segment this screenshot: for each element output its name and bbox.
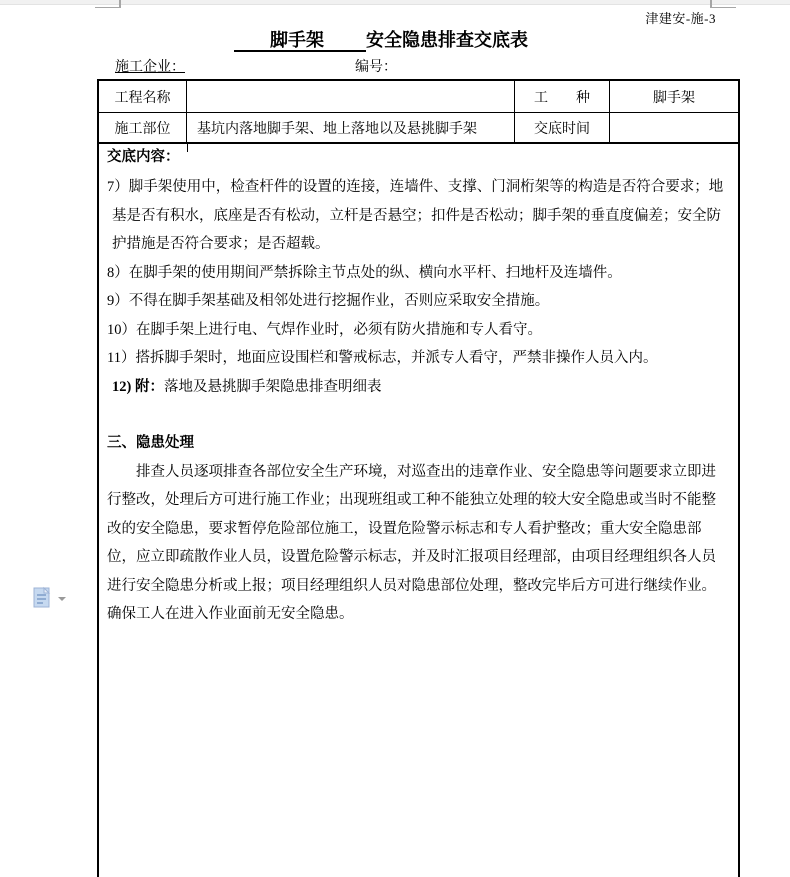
number-field-label: 编号： — [355, 60, 397, 75]
section3-heading: 三、隐患处理 — [107, 435, 194, 451]
disclosure-time-label: 交底时间 — [515, 113, 610, 144]
content-item-8: 8）在脚手架的使用期间严禁拆除主节点处的纵、横向水平杆、扫地杆及连墙件。 — [107, 264, 622, 281]
page-crop-mark-left — [95, 0, 121, 8]
construction-part-value: 基坑内落地脚手架、地上落地以及悬挑脚手架 — [187, 113, 515, 144]
content-item-10: 10）在脚手架上进行电、气焊作业时，必须有防火措施和专人看守。 — [107, 321, 542, 338]
border-stub — [187, 144, 188, 152]
work-type-label: 工 种 — [515, 81, 610, 113]
title-main-text: 安全隐患排查交底表 — [366, 30, 528, 50]
content-item-12 — [112, 373, 730, 402]
page-crop-mark-right — [710, 0, 736, 8]
paste-options-button[interactable] — [30, 586, 68, 610]
page-title — [0, 26, 762, 52]
table-row — [99, 81, 738, 113]
content-item-7: 7）脚手架使用中，检查杆件的设置的连接，连墙件、支撑、门洞桁架等的构造是否符合要求；地基是否有积水，底座是否有松动，立杆是否悬空；扣件是否松动；脚手架的垂直度偏差；安全防护措施是否符合要求；是否超载。 — [107, 179, 724, 252]
content-section-label: 交底内容： — [107, 149, 180, 165]
work-type-value: 脚手架 — [610, 81, 738, 113]
disclosure-content-cell — [99, 144, 738, 877]
disclosure-time-value — [610, 113, 738, 144]
dropdown-arrow-icon — [58, 597, 66, 601]
paste-options-icon — [30, 586, 68, 610]
table-row — [99, 113, 738, 144]
meta-line — [0, 56, 790, 76]
doc-reference-code: 津建安-施-3 — [645, 11, 716, 26]
title-blank-underline-right — [326, 34, 366, 52]
content-item-11: 11）搭拆脚手架时，地面应设围栏和警戒标志，并派专人看守，严禁非操作人员入内。 — [107, 350, 658, 366]
attachment-prefix: 12) 附： — [112, 378, 164, 395]
construction-part-label: 施工部位 — [99, 113, 187, 144]
company-field-label: 施工企业： — [115, 60, 185, 75]
info-table — [97, 79, 740, 877]
section3-paragraph: 排查人员逐项排查各部位安全生产环境，对巡查出的违章作业、安全隐患等问题要求立即进行整改，处理后方可进行施工作业；出现班组或工种不能独立处理的较大安全隐患或当时不能整改的安全隐患，要求暂停危险部位施工，设置危险警示标志和专人看护整改；重大安全隐患部位，应立即疏散作业人员，设置危险警示标志，并及时汇报项目经理部，由项目经理组织各人员进行安全隐患分析或上报；项目经理组织人员对隐患部位处理，整改完毕后方可进行继续作业。确保工人在进入作业面前无安全隐患。 — [107, 463, 716, 622]
title-blank-underline-left — [234, 34, 268, 52]
project-name-label: 工程名称 — [99, 81, 187, 113]
title-underlined-word: 脚手架 — [270, 30, 324, 50]
content-item-9: 9）不得在脚手架基础及相邻处进行挖掘作业，否则应采取安全措施。 — [107, 293, 550, 309]
attachment-text: 落地及悬挑脚手架隐患排查明细表 — [163, 378, 382, 395]
project-name-value — [187, 81, 515, 113]
